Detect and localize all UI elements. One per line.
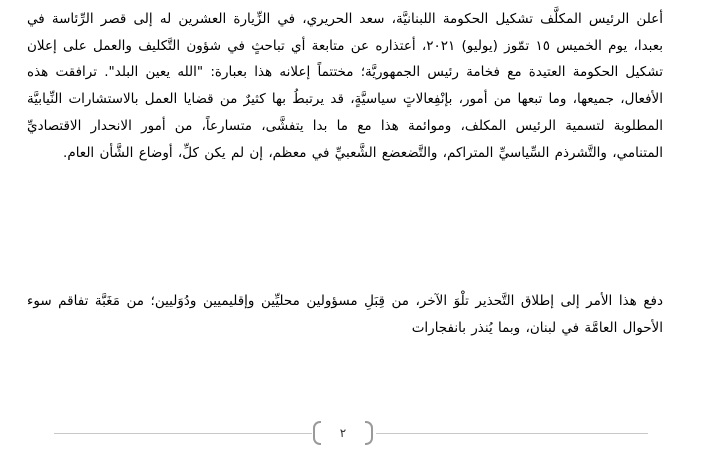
page-number: ٢ — [339, 426, 347, 440]
left-bracket-icon — [313, 421, 321, 445]
body-paragraph-2: دفع هذا الأمر إلى إطلاق التَّحذير تلْوَ الآخر، من قِبَلِ مسؤولين محليِّين وإقليميين ودُوَليين؛ من مَغَبَّة تفاقم سوء الأحوال العامَّة في لبنان، وبما يُنذر بانفجارات — [27, 293, 663, 336]
body-paragraph-1: أعلن الرئيس المكلَّف تشكيل الحكومة اللبنانيَّة، سعد الحريري، في الزِّيارة العشرين له إلى قصر الرِّئاسة في بعبدا، يوم الخميس ١٥ تمّوز (يوليو) ٢٠٢١، أعتذاره عن متابعة أي تباحثٍ في شؤون التَّكليف والعمل على إعلان تشكيل الحكومة العتيدة مع فخامة رئيس الجمهوريَّة؛ مختتماً إعلانه هذا بعبارة: "الله يعين البلد". ترافقت هذه الأفعال، جميعها، وما تبعها من أمور، بإنْفِعالاتٍ سياسيَّةٍ، قد يرتبطُ بها كثيرٌ من قضايا العمل بالاستشارات النِّيابيَّة المطلوبة لتسمية الرئيس المكلف، وموائمة هذا مع ما بدا يتفشَّى، متسارعاً، من أمور الانحدار الاقتصاديِّ المتنامي، والتَّشرذم السِّياسيِّ المتراكم، والتَّضعضع الشَّعبيِّ في معظم، إن لم يكن كلِّ، أوضاع الشَّأن العام. — [27, 11, 663, 161]
footer-divider-right — [376, 433, 648, 434]
footer-divider-left — [54, 433, 312, 434]
page-number-frame — [313, 420, 373, 446]
right-bracket-icon — [365, 421, 373, 445]
